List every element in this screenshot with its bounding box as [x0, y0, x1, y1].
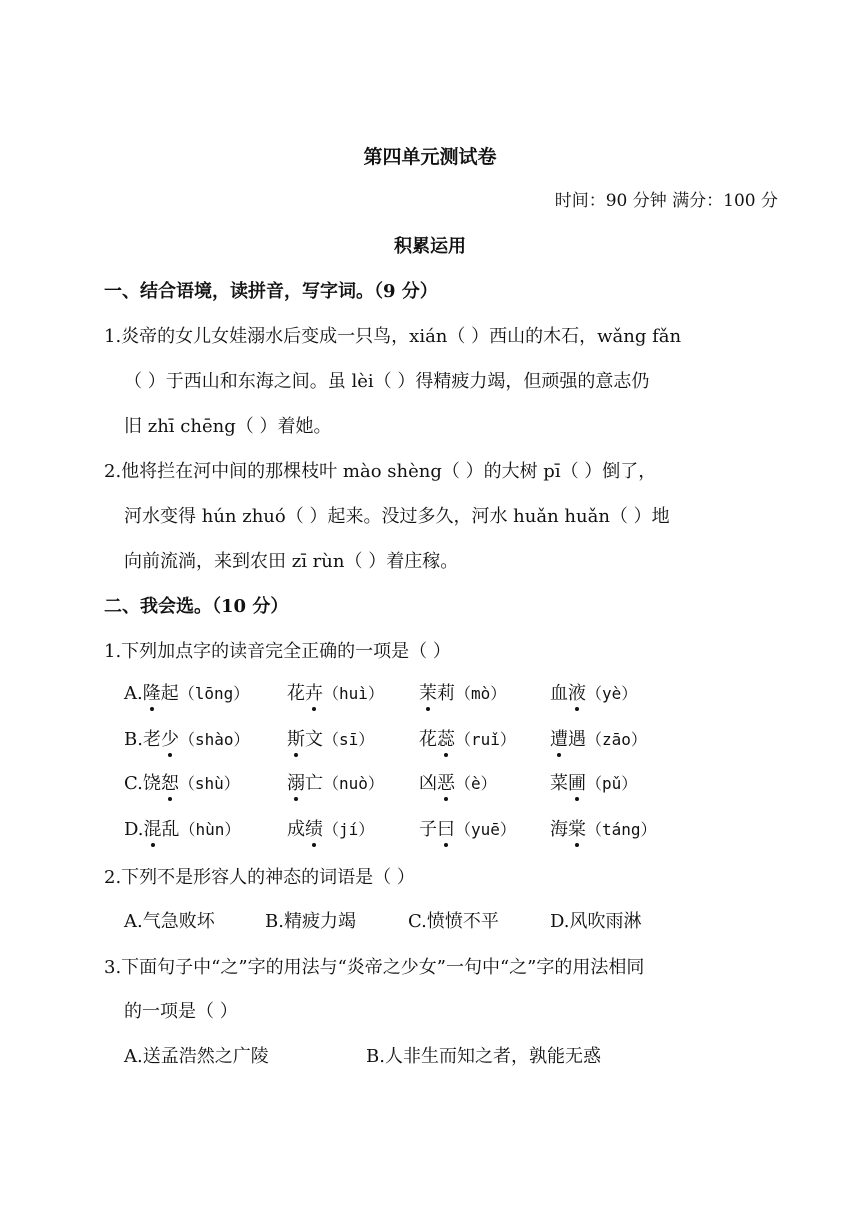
option-b-word-2: [287, 728, 374, 752]
dotted-char: 恶: [437, 773, 455, 794]
dotted-char: 斯: [287, 729, 305, 750]
q2-2-stem: 2.下列不是形容人的神态的词语是（ ）: [104, 867, 415, 888]
word-char: 子: [419, 819, 437, 840]
dotted-char: 隆: [142, 683, 161, 704]
word-char: 饶: [142, 773, 161, 794]
option-label: D.: [124, 819, 144, 840]
section-title: 积累运用: [394, 236, 466, 257]
word-char: 成: [287, 819, 305, 840]
option-c-word-1: [124, 772, 240, 796]
option-d-word-2: [287, 818, 374, 842]
option-a-word-2: [287, 682, 384, 706]
q2-3-stem-cont: 的一项是（ ）: [124, 1001, 238, 1022]
pinyin-reading: （huì）: [323, 684, 384, 703]
dotted-char: 溺: [287, 773, 305, 794]
option-b-word-3: [419, 728, 516, 752]
q2-heading: 二、我会选。（10 分）: [104, 596, 289, 617]
exam-meta: 时间：90 分钟 满分：100 分: [554, 191, 778, 211]
dotted-char: 混: [143, 819, 162, 840]
option-b-word-4: [550, 728, 647, 752]
dotted-char: 绩: [305, 819, 323, 840]
pinyin-reading: （shù）: [178, 774, 240, 793]
pinyin-reading: （yè）: [586, 684, 638, 703]
word-char: 花: [287, 683, 305, 704]
dotted-char: 棠: [568, 819, 586, 840]
pinyin-reading: （è）: [455, 774, 497, 793]
pinyin-reading: （ruǐ）: [455, 730, 516, 749]
word-char: 文: [305, 729, 323, 750]
option-d-word-1: [124, 818, 240, 842]
q1-line: 河水变得 hún zhuó（ ）起来。没过多久，河水 huǎn huǎn（ ）地: [124, 506, 670, 527]
q1-line: 1.炎帝的女儿女娃溺水后变成一只鸟，xián（ ）西山的木石，wǎng fǎn: [104, 326, 682, 347]
dotted-char: 恕: [160, 773, 179, 794]
word-char: 起: [160, 683, 179, 704]
option-c-word-3: [419, 772, 497, 796]
word-char: 亡: [305, 773, 323, 794]
pinyin-reading: （mò）: [455, 684, 507, 703]
word-char: 花: [419, 729, 437, 750]
q1-line: 向前流淌，来到农田 zī rùn（ ）着庄稼。: [124, 551, 459, 572]
option-a-word-1: [124, 682, 249, 706]
option-d-word-3: [419, 818, 516, 842]
pinyin-reading: （shào）: [178, 730, 250, 749]
q1-line: （ ）于西山和东海之间。虽 lèi（ ）得精疲力竭，但顽强的意志仍: [124, 371, 650, 392]
dotted-char: 液: [568, 683, 586, 704]
option-label: C.: [124, 773, 143, 794]
option-c-word-4: [550, 772, 637, 796]
pinyin-reading: （táng）: [586, 820, 657, 839]
word-char: 海: [550, 819, 568, 840]
pinyin-reading: （zāo）: [586, 730, 647, 749]
q2-2-option-a: A.气急败坏: [124, 911, 215, 932]
pinyin-reading: （hùn）: [179, 820, 241, 839]
pinyin-reading: （yuē）: [455, 820, 516, 839]
option-c-word-2: [287, 772, 384, 796]
option-d-word-4: [550, 818, 657, 842]
word-char: 菜: [550, 773, 568, 794]
q1-line: 旧 zhī chēng（ ）着她。: [124, 416, 332, 437]
pinyin-reading: （lōng）: [178, 684, 250, 703]
q2-2-option-c: C.愤愤不平: [408, 911, 499, 932]
q2-2-option-b: B.精疲力竭: [265, 911, 356, 932]
page-title: 第四单元测试卷: [363, 146, 497, 168]
pinyin-reading: （sī）: [323, 730, 375, 749]
q2-1-stem: 1.下列加点字的读音完全正确的一项是（ ）: [104, 641, 451, 662]
option-label: A.: [124, 683, 143, 704]
option-label: B.: [124, 729, 143, 750]
q1-line: 2.他将拦在河中间的那棵枝叶 mào shèng（ ）的大树 pī（ ）倒了，: [104, 461, 657, 482]
option-a-word-4: [550, 682, 637, 706]
dotted-char: 茉: [419, 683, 437, 704]
dotted-char: 卉: [305, 683, 323, 704]
word-char: 莉: [437, 683, 455, 704]
option-a-word-3: [419, 682, 506, 706]
dotted-char: 遭: [550, 729, 568, 750]
word-char: 遇: [568, 729, 586, 750]
q1-heading: 一、结合语境，读拼音，写字词。（9 分）: [104, 281, 438, 302]
q2-2-option-d: D.风吹雨淋: [550, 911, 642, 932]
dotted-char: 蕊: [437, 729, 455, 750]
dotted-char: 曰: [437, 819, 455, 840]
option-b-word-1: [124, 728, 250, 752]
word-char: 凶: [419, 773, 437, 794]
dotted-char: 少: [160, 729, 179, 750]
q2-3-stem: 3.下面句子中“之”字的用法与“炎帝之少女”一句中“之”字的用法相同: [104, 957, 645, 978]
word-char: 血: [550, 683, 568, 704]
pinyin-reading: （jí）: [323, 820, 375, 839]
pinyin-reading: （pǔ）: [586, 774, 638, 793]
dotted-char: 圃: [568, 773, 586, 794]
q2-3-option-a: A.送孟浩然之广陵: [124, 1046, 269, 1067]
word-char: 老: [142, 729, 161, 750]
q2-3-option-b: B.人非生而知之者，孰能无惑: [366, 1046, 601, 1067]
pinyin-reading: （nuò）: [323, 774, 384, 793]
word-char: 乱: [161, 819, 180, 840]
